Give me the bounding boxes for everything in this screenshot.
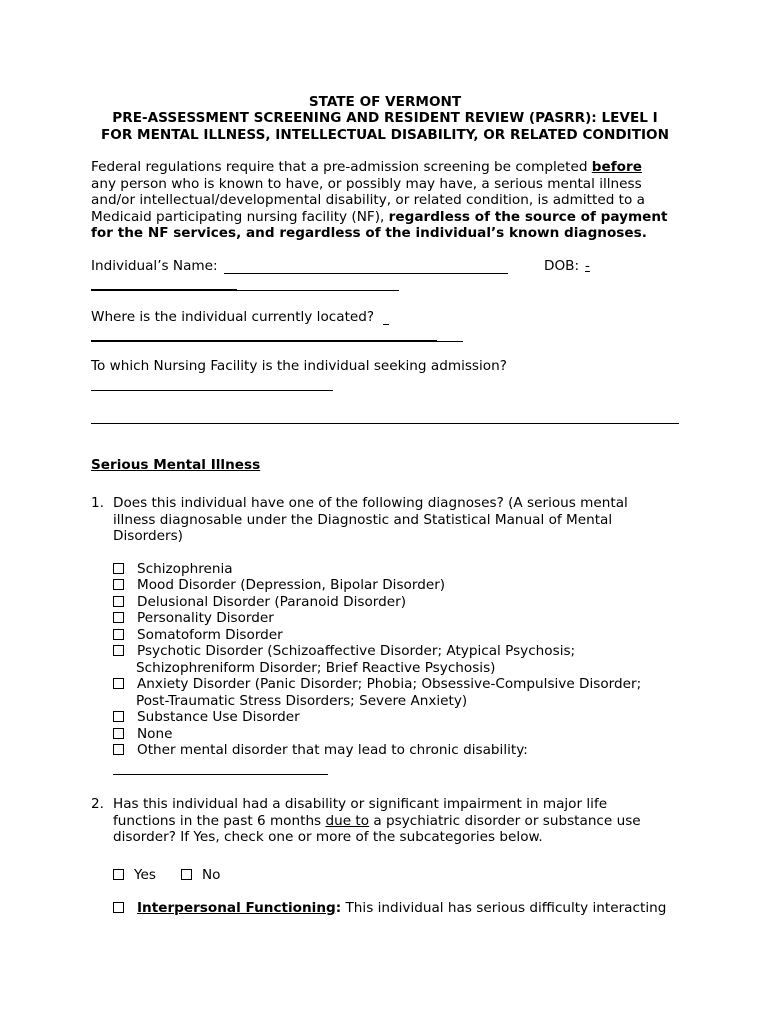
location-label: Where is the individual currently located? — [91, 309, 375, 325]
colon: : — [335, 900, 342, 916]
question-1-number: 1. — [91, 495, 104, 511]
section-title-serious-mental-illness: Serious Mental Illness — [91, 457, 261, 473]
option-psychotic-disorder[interactable] — [113, 643, 575, 660]
facility-field[interactable] — [91, 390, 333, 391]
checkbox-icon[interactable] — [113, 902, 124, 913]
intro-before-emphasis: before — [591, 159, 642, 175]
other-disorder-field[interactable] — [113, 774, 328, 775]
checkbox-icon[interactable] — [113, 596, 124, 607]
dob-underline — [237, 290, 399, 291]
checkbox-icon[interactable] — [113, 744, 124, 755]
intro-text: Medicaid participating nursing facility (NF), — [91, 209, 389, 225]
option-delusional-disorder[interactable] — [113, 594, 406, 611]
option-other-mental-disorder[interactable] — [113, 742, 528, 759]
interpersonal-functioning-text: This individual has serious difficulty interacting — [341, 900, 667, 916]
checkbox-icon[interactable] — [113, 678, 124, 689]
question-2-text: a psychiatric disorder or substance use — [369, 813, 641, 829]
name-field[interactable] — [224, 273, 508, 274]
intro-line-4 — [91, 209, 668, 226]
checkbox-icon[interactable] — [181, 869, 192, 880]
question-2-number: 2. — [91, 796, 104, 812]
option-label: Other mental disorder that may lead to chronic disability: — [137, 742, 528, 758]
option-no[interactable] — [181, 867, 221, 884]
checkbox-icon[interactable] — [113, 563, 124, 574]
option-label: Substance Use Disorder — [137, 709, 300, 725]
facility-field-continued[interactable] — [91, 423, 679, 424]
option-psychotic-disorder-continued: Schizophreniform Disorder; Brief Reactive Psychosis) — [136, 660, 496, 676]
option-label: Somatoform Disorder — [137, 627, 283, 643]
checkbox-icon[interactable] — [113, 579, 124, 590]
checkbox-icon[interactable] — [113, 869, 124, 880]
option-label: Anxiety Disorder (Panic Disorder; Phobia; Obsessive-Compulsive Disorder; — [137, 676, 642, 692]
name-label: Individual’s Name: — [91, 258, 218, 274]
option-label: Schizophrenia — [137, 561, 233, 577]
intro-bold-text: regardless of the source of payment — [388, 209, 668, 225]
option-somatoform-disorder[interactable] — [113, 627, 283, 644]
option-interpersonal-functioning[interactable] — [113, 900, 666, 917]
option-anxiety-disorder[interactable] — [113, 676, 641, 693]
option-personality-disorder[interactable] — [113, 610, 274, 627]
option-substance-use-disorder[interactable] — [113, 709, 300, 726]
option-label: Mood Disorder (Depression, Bipolar Disorder) — [137, 577, 446, 593]
option-anxiety-disorder-continued: Post-Traumatic Stress Disorders; Severe Anxiety) — [136, 693, 468, 709]
dob-field[interactable]: - — [585, 258, 590, 274]
form-title-line2: FOR MENTAL ILLNESS, INTELLECTUAL DISABILITY, OR RELATED CONDITION — [101, 127, 669, 143]
intro-text: Federal regulations require that a pre-admission screening be completed — [91, 159, 592, 175]
dob-underline-bold — [91, 289, 237, 291]
question-2-line-3: disorder? If Yes, check one or more of the subcategories below. — [113, 829, 543, 845]
facility-label: To which Nursing Facility is the individual seeking admission? — [91, 358, 507, 374]
question-2-line-1: Has this individual had a disability or significant impairment in major life — [113, 796, 608, 812]
location-underline-short — [383, 324, 389, 325]
option-schizophrenia[interactable] — [113, 561, 233, 578]
question-1-line-3: Disorders) — [113, 528, 183, 544]
option-label: None — [137, 726, 173, 742]
no-label: No — [202, 867, 221, 883]
checkbox-icon[interactable] — [113, 711, 124, 722]
intro-line-3: and/or intellectual/developmental disability, or related condition, is admitted to a — [91, 192, 645, 208]
yes-label: Yes — [134, 867, 156, 883]
option-yes[interactable] — [113, 867, 156, 884]
state-title: STATE OF VERMONT — [308, 94, 462, 110]
option-mood-disorder[interactable] — [113, 577, 445, 594]
dob-label: DOB: — [544, 258, 580, 274]
option-none[interactable] — [113, 726, 172, 743]
question-1-line-2: illness diagnosable under the Diagnostic and Statistical Manual of Mental — [113, 512, 613, 528]
intro-line-2: any person who is known to have, or possibly may have, a serious mental illness — [91, 176, 642, 192]
question-2-due-to: due to — [325, 813, 370, 829]
location-underline-tail — [437, 341, 463, 342]
option-label: Psychotic Disorder (Schizoaffective Disorder; Atypical Psychosis; — [137, 643, 576, 659]
question-1-line-1: Does this individual have one of the following diagnoses? (A serious mental — [113, 495, 628, 511]
interpersonal-functioning-title: Interpersonal Functioning — [137, 900, 336, 916]
checkbox-icon[interactable] — [113, 629, 124, 640]
form-title-line1: PRE-ASSESSMENT SCREENING AND RESIDENT REVIEW (PASRR): LEVEL I — [112, 110, 658, 126]
checkbox-icon[interactable] — [113, 612, 124, 623]
option-label: Personality Disorder — [137, 610, 274, 626]
checkbox-icon[interactable] — [113, 728, 124, 739]
location-field[interactable] — [91, 340, 437, 342]
intro-line-5: for the NF services, and regardless of the individual’s known diagnoses. — [91, 225, 647, 241]
intro-line-1 — [91, 159, 642, 176]
checkbox-icon[interactable] — [113, 645, 124, 656]
option-label: Delusional Disorder (Paranoid Disorder) — [137, 594, 407, 610]
question-2-line-2 — [113, 813, 641, 830]
question-2-text: functions in the past 6 months — [113, 813, 326, 829]
